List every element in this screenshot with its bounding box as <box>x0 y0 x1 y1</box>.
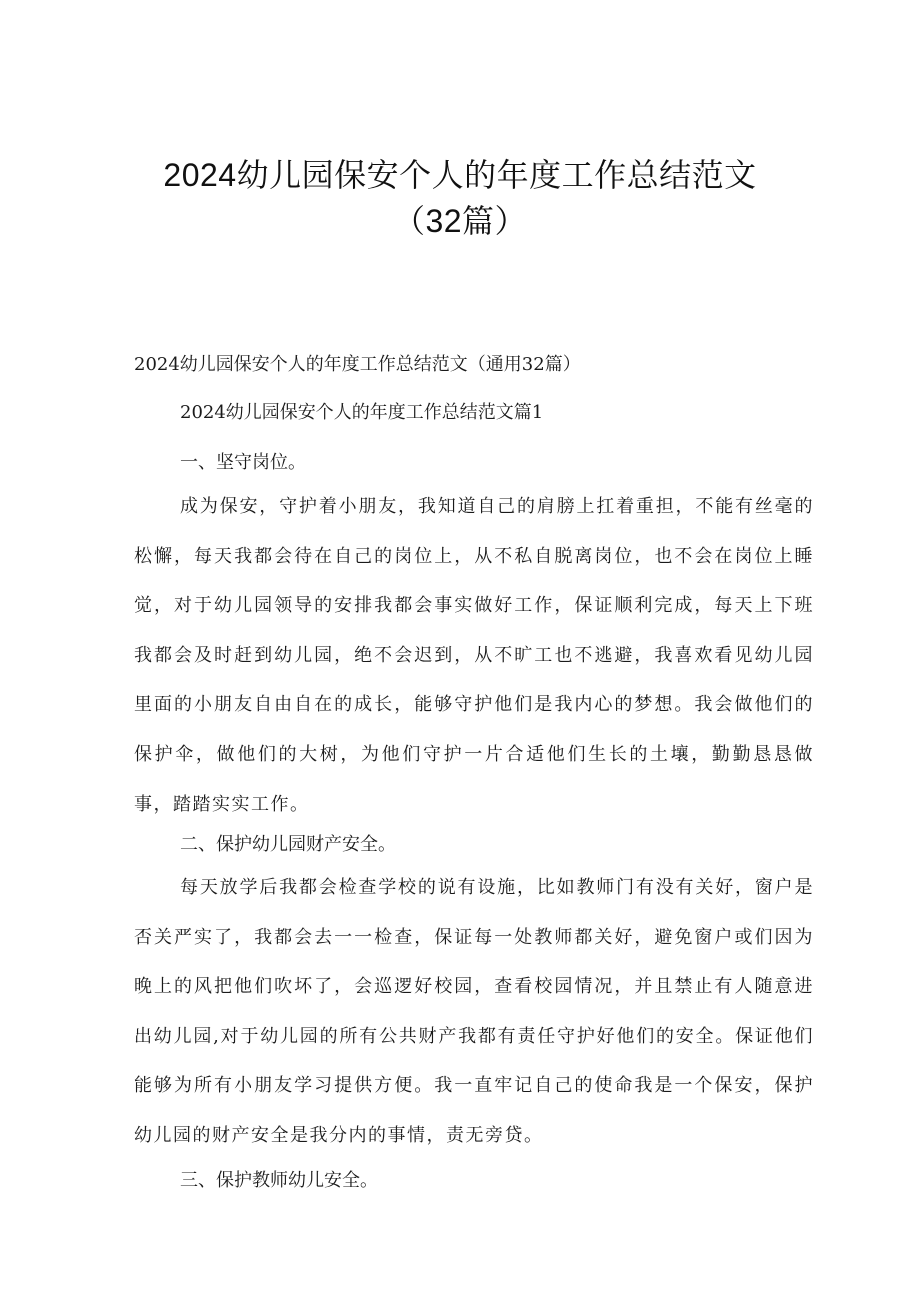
paragraph-2: 每天放学后我都会检查学校的说有设施，比如教师门有没有关好，窗户是否关严实了，我都会去一一检查，保证每一处教师都关好，避免窗户或们因为晚上的风把他们吹坏了，会巡逻好校园，查看校园情况，并且禁止有人随意进出幼儿园,对于幼儿园的所有公共财产我都有责任守护好他们的安全。保证他们能够为所有小朋友学习提供方便。我一直牢记自己的使命我是一个保安，保护幼儿园的财产安全是我分内的事情，责无旁贷。 <box>134 877 814 1146</box>
section-heading-2: 二、保护幼儿园财产安全。 <box>180 834 396 855</box>
document-title-suffix: （32篇） <box>392 203 528 239</box>
section-title: 2024幼儿园保安个人的年度工作总结范文篇1 <box>180 402 544 423</box>
section-heading-3: 三、保护教师幼儿安全。 <box>180 1170 378 1191</box>
section-heading-1: 一、坚守岗位。 <box>180 452 306 473</box>
document-title: 2024幼儿园保安个人的年度工作总结范文 <box>163 157 757 193</box>
document-subtitle: 2024幼儿园保安个人的年度工作总结范文（通用32篇） <box>134 354 581 375</box>
paragraph-1: 成为保安，守护着小朋友，我知道自己的肩膀上扛着重担，不能有丝毫的松懈，每天我都会待在自己的岗位上，从不私自脱离岗位，也不会在岗位上睡觉，对于幼儿园领导的安排我都会事实做好工作，保证顺利完成，每天上下班我都会及时赶到幼儿园，绝不会迟到，从不旷工也不逃避，我喜欢看见幼儿园里面的小朋友自由自在的成长，能够守护他们是我内心的梦想。我会做他们的保护伞，做他们的大树，为他们守护一片合适他们生长的土壤，勤勤恳恳做事，踏踏实实工作。 <box>134 496 814 815</box>
